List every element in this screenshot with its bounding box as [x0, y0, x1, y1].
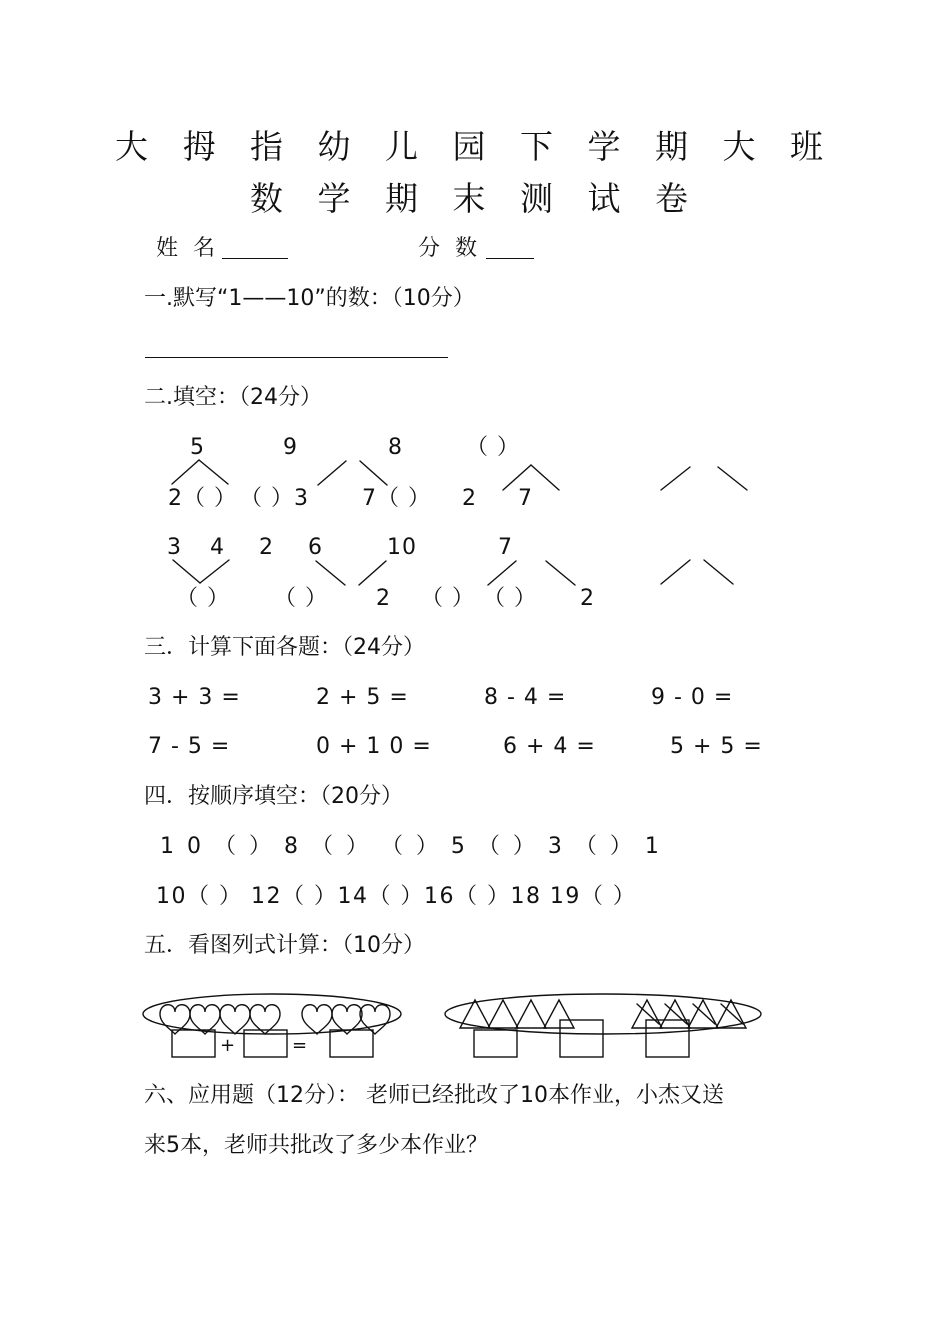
section-3-heading: 三．计算下面各题：（24分）	[144, 635, 425, 660]
section-1-heading: 一.默写“1——10”的数：（10分）	[144, 286, 475, 311]
bond-3-lines	[503, 465, 559, 490]
calc-8: 5 + 5 =	[670, 734, 763, 759]
bond-3-bottom: 7（ ）	[362, 486, 431, 511]
calc-7: 6 + 4 =	[503, 734, 596, 759]
bond-blank-2-lines	[661, 560, 733, 584]
section-4-heading: 四．按顺序填空：（20分）	[144, 784, 403, 809]
bond-5-bottom: （ ）	[176, 586, 230, 611]
bond-7-bottom: 2	[376, 586, 391, 611]
answer-box-6	[646, 1020, 689, 1057]
answer-box-4	[474, 1030, 517, 1057]
bond-1-top: 5	[190, 435, 205, 460]
bond-6-left: 2	[259, 535, 274, 560]
name-label: 姓 名	[156, 236, 219, 261]
bond-9-top: 7	[498, 535, 513, 560]
bond-7-top: 6	[308, 535, 323, 560]
bond-5-lines	[173, 560, 229, 583]
bond-4-bottom-left: 2	[462, 486, 477, 511]
title-line-2: 数 学 期 末 测 试 卷	[250, 179, 700, 218]
bond-1-bottom: 2（ ）	[168, 486, 237, 511]
bond-2-bottom: （ ）3	[240, 486, 309, 511]
equals-sign: =	[292, 1035, 308, 1056]
bond-4-top: （ ）	[466, 435, 520, 460]
section-2-heading: 二.填空：（24分）	[144, 385, 322, 410]
calc-1: 3 + 3 =	[148, 685, 241, 710]
score-label: 分 数	[418, 236, 481, 261]
section-6-line-1: 六、应用题（12分）： 老师已经批改了10本作业，小杰又送	[144, 1083, 724, 1108]
answer-box-1	[172, 1030, 215, 1057]
sequence-row-2: 10（ ） 12（ ）14（ ）16（ ）18 19（ ）	[156, 884, 637, 909]
calc-4: 9 - 0 =	[651, 685, 734, 710]
plus-sign: +	[220, 1035, 236, 1056]
bond-6-bottom: （ ）	[274, 586, 328, 611]
bond-5-left: 3	[167, 535, 182, 560]
bond-9-lines	[488, 561, 575, 585]
bond-4-bottom-right: 7	[518, 486, 533, 511]
calc-2: 2 + 5 =	[316, 685, 409, 710]
bond-2-top: 9	[283, 435, 298, 460]
title-line-1: 大 拇 指 幼 儿 园 下 学 期 大 班	[115, 127, 835, 166]
bond-9-bottom-left: （ ）	[483, 586, 537, 611]
bond-9-bottom-right: 2	[580, 586, 595, 611]
bond-8-top: 10	[387, 535, 417, 560]
answer-box-5	[560, 1020, 603, 1057]
calc-6: 0 + 1 0 =	[316, 734, 432, 759]
bond-7-lines	[316, 561, 345, 585]
bond-1-lines	[172, 460, 228, 484]
bond-blank-1-lines	[661, 467, 747, 490]
section-6-line-2: 来5本，老师共批改了多少本作业？	[144, 1133, 488, 1158]
sequence-row-1: 1 0 （ ） 8 （ ） （ ） 5 （ ） 3 （ ） 1	[160, 834, 662, 859]
bond-5-right: 4	[210, 535, 225, 560]
bond-2-lines	[318, 461, 387, 485]
bond-8-bottom: （ ）	[421, 586, 475, 611]
section-5-heading: 五．看图列式计算：（10分）	[144, 933, 425, 958]
bond-8-lines	[359, 561, 386, 585]
triangles-group	[460, 1000, 574, 1028]
answer-box-3	[330, 1030, 373, 1057]
calc-5: 7 - 5 =	[148, 734, 231, 759]
calc-3: 8 - 4 =	[484, 685, 567, 710]
bond-3-top: 8	[388, 435, 403, 460]
